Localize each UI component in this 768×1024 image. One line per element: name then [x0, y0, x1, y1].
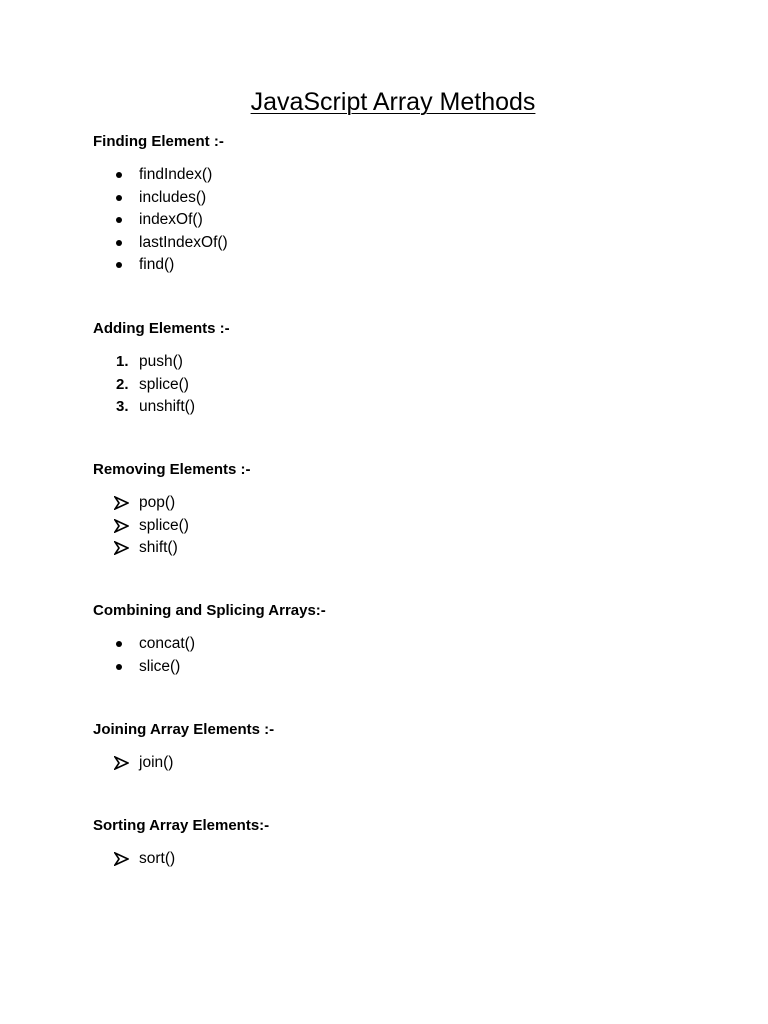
- bullet-icon: [114, 254, 132, 277]
- bullet-icon: [114, 633, 132, 656]
- bullet-icon: [114, 164, 132, 187]
- list-item-text: sort(): [139, 850, 176, 867]
- list-item-text: shift(): [139, 539, 178, 556]
- list-item: [93, 633, 693, 656]
- section-heading: Sorting Array Elements:-: [93, 817, 270, 834]
- list-item: [93, 374, 693, 397]
- section-adding-elements: [93, 319, 693, 419]
- list-item: [93, 537, 693, 560]
- numbered-list: [93, 351, 693, 419]
- list-item: [93, 656, 693, 679]
- section-combining-splicing: [93, 601, 693, 678]
- arrow-list: [93, 492, 693, 560]
- list-item: [93, 232, 693, 255]
- arrow-bullet-icon: [114, 515, 132, 538]
- list-item: [93, 515, 693, 538]
- section-joining-elements: [93, 720, 693, 775]
- section-heading: Adding Elements :-: [93, 320, 230, 337]
- list-item-text: slice(): [139, 657, 181, 675]
- list-item: [93, 164, 693, 187]
- list-number: 3.: [116, 398, 129, 415]
- list-item-text: splice(): [139, 516, 189, 534]
- list-item-text: findIndex(): [139, 166, 213, 183]
- arrow-list: [93, 752, 693, 775]
- list-item: [93, 492, 693, 515]
- arrow-list: [93, 848, 693, 871]
- list-item-text: concat(): [139, 635, 195, 652]
- section-heading: Finding Element :-: [93, 133, 224, 150]
- list-item: [93, 209, 693, 232]
- section-heading: Joining Array Elements :-: [93, 721, 275, 738]
- section-heading: Removing Elements :-: [93, 461, 251, 478]
- bullet-list: [93, 633, 693, 678]
- section-heading: Combining and Splicing Arrays:-: [93, 602, 326, 619]
- arrow-bullet-icon: [114, 537, 132, 560]
- list-item-text: unshift(): [139, 398, 195, 415]
- list-number: 1.: [116, 353, 129, 370]
- list-item: [93, 848, 693, 871]
- section-removing-elements: [93, 460, 693, 560]
- arrow-bullet-icon: [114, 492, 132, 515]
- section-finding-element: [93, 132, 693, 277]
- list-item: [93, 752, 693, 775]
- section-sorting-elements: [93, 816, 693, 871]
- list-item: [93, 187, 693, 210]
- document-title: JavaScript Array Methods: [250, 88, 536, 116]
- bullet-icon: [114, 187, 132, 210]
- list-item-text: lastIndexOf(): [139, 233, 228, 251]
- bullet-icon: [114, 656, 132, 679]
- list-number: 2.: [116, 375, 129, 393]
- arrow-bullet-icon: [114, 848, 132, 871]
- list-item-text: find(): [139, 256, 175, 273]
- arrow-bullet-icon: [114, 752, 132, 775]
- bullet-icon: [114, 209, 132, 232]
- list-item-text: pop(): [139, 494, 176, 511]
- bullet-icon: [114, 232, 132, 255]
- bullet-list: [93, 164, 693, 277]
- list-item: [93, 351, 693, 374]
- list-item-text: indexOf(): [139, 211, 203, 228]
- list-item-text: push(): [139, 353, 183, 370]
- list-item-text: splice(): [139, 375, 189, 393]
- list-item: [93, 254, 693, 277]
- list-item-text: includes(): [139, 188, 207, 206]
- list-item-text: join(): [139, 754, 174, 771]
- list-item: [93, 396, 693, 419]
